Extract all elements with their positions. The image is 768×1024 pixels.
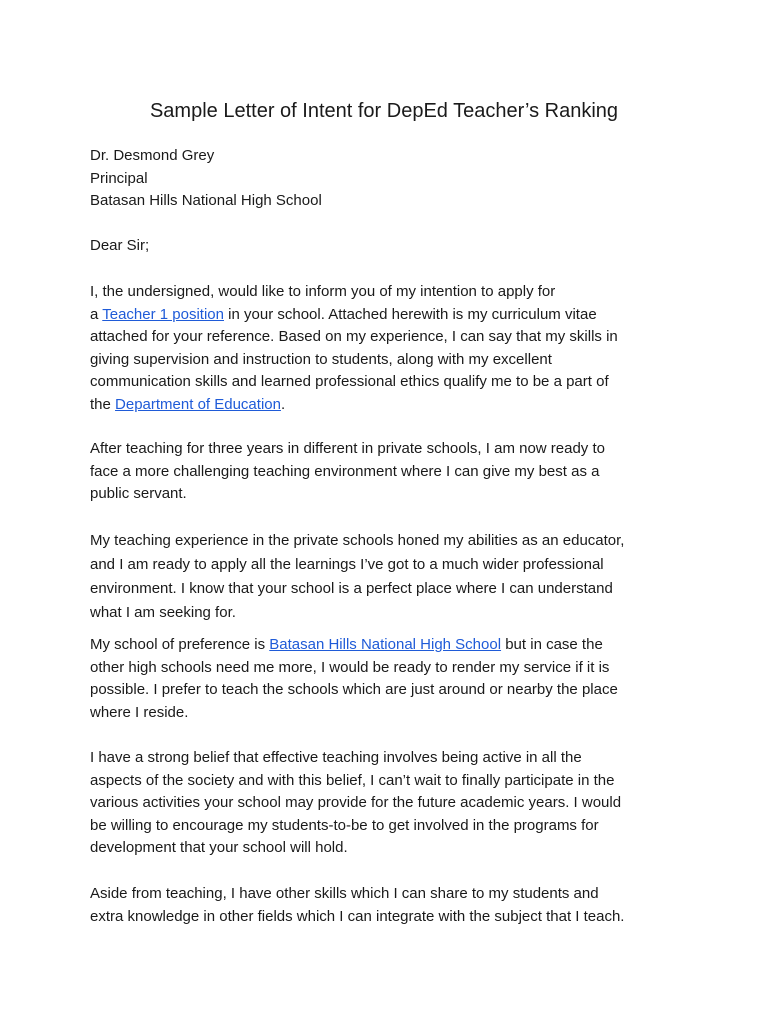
paragraph-line: [90, 304, 690, 327]
paragraph-line: various activities your school may provide for the future academic years. I would: [90, 794, 622, 811]
paragraph-line: I, the undersigned, would like to inform you of my intention to apply for: [90, 283, 556, 300]
paragraph-line: what I am seeking for.: [90, 604, 236, 621]
recipient-position: Principal: [90, 169, 148, 187]
paragraph-line: [90, 394, 690, 417]
paragraph-line: and I am ready to apply all the learnings I’ve got to a much wider professional: [90, 556, 604, 573]
paragraph-line: aspects of the society and with this belief, I can’t wait to finally participate in the: [90, 771, 615, 789]
paragraph-line: environment. I know that your school is a perfect place where I can understand: [90, 580, 613, 597]
batasan-hills-school-link[interactable]: Batasan Hills National High School: [269, 636, 502, 653]
paragraph-preference: [90, 634, 690, 724]
paragraph-line: where I reside.: [90, 703, 189, 721]
paragraph-line: public servant.: [90, 485, 187, 502]
paragraph-line: giving supervision and instruction to students, along with my excellent: [90, 350, 552, 368]
paragraph-line: My teaching experience in the private schools honed my abilities as an educator,: [90, 532, 625, 549]
paragraph-line: communication skills and learned professional ethics qualify me to be a part of: [90, 373, 609, 390]
paragraph-skills: [90, 883, 690, 928]
text-fragment: but in case the: [501, 636, 603, 653]
text-fragment: My school of preference is: [90, 636, 270, 653]
paragraph-line: possible. I prefer to teach the schools which are just around or nearby the place: [90, 681, 618, 698]
page-title: Sample Letter of Intent for DepEd Teacher’s Ranking: [149, 100, 619, 122]
recipient-block: [90, 145, 690, 213]
recipient-school: Batasan Hills National High School: [90, 192, 322, 209]
department-of-education-link[interactable]: Department of Education: [115, 395, 281, 413]
recipient-name: Dr. Desmond Grey: [90, 147, 215, 164]
paragraph-line: other high schools need me more, I would be ready to render my service if it is: [90, 658, 610, 676]
teacher-1-position-link[interactable]: Teacher 1 position: [102, 305, 224, 323]
paragraph-line: development that your school will hold.: [90, 839, 348, 856]
paragraph-line: be willing to encourage my students-to-be to get involved in the programs for: [90, 816, 599, 834]
paragraph-line: attached for your reference. Based on my experience, I can say that my skills in: [90, 328, 618, 345]
paragraph-line: I have a strong belief that effective teaching involves being active in all the: [90, 749, 582, 766]
paragraph-line: After teaching for three years in different in private schools, I am now ready to: [90, 440, 605, 457]
text-fragment: a: [90, 305, 103, 323]
salutation: [90, 235, 690, 258]
paragraph-teaching: [90, 529, 690, 625]
text-fragment: in your school. Attached herewith is my curriculum vitae: [224, 305, 597, 323]
paragraph-belief: [90, 747, 690, 860]
text-fragment: the: [90, 395, 116, 413]
paragraph-experience: [90, 438, 690, 506]
text-fragment: .: [280, 395, 286, 413]
salutation-text: Dear Sir;: [90, 237, 150, 254]
paragraph-line: Aside from teaching, I have other skills which I can share to my students and: [90, 885, 599, 902]
paragraph-intro: [90, 281, 690, 416]
paragraph-line: extra knowledge in other fields which I can integrate with the subject that I teach.: [90, 907, 625, 925]
paragraph-line: face a more challenging teaching environment where I can give my best as a: [90, 462, 600, 480]
paragraph-line: [90, 634, 690, 657]
